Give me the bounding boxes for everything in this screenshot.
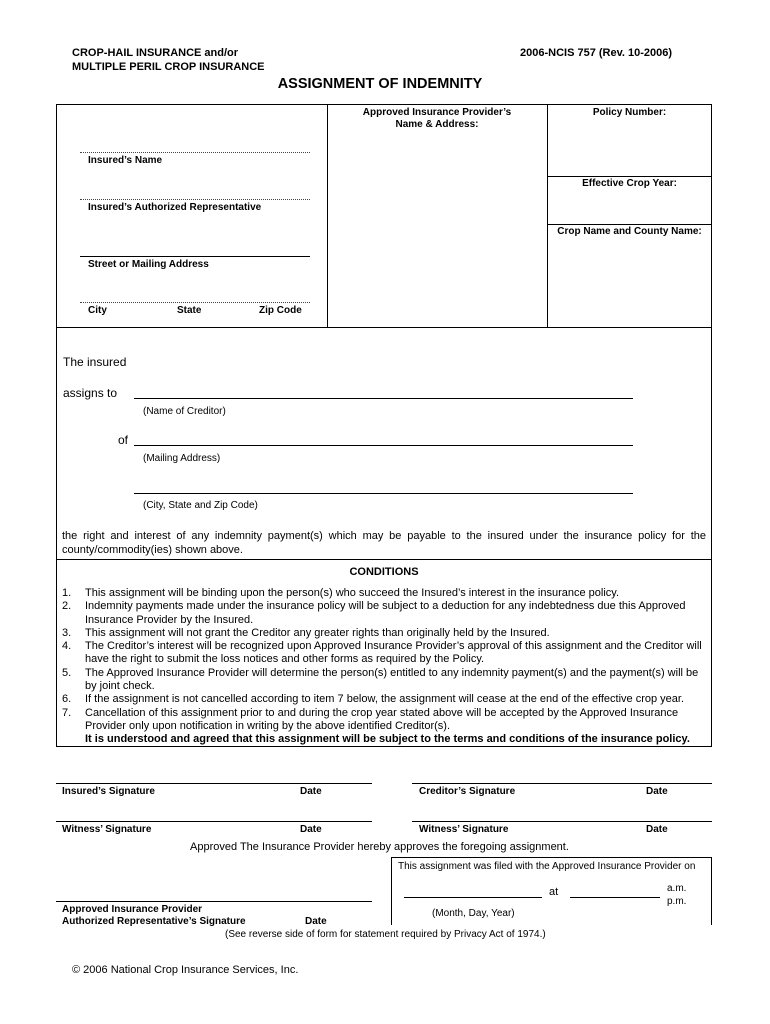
crop-year-rule — [547, 176, 712, 177]
condition-item: 5. The Approved Insurance Provider will determine the person(s) entitled to any indemnity payment(s) and the payment(s) will be by joint check. — [62, 666, 699, 693]
form-number: 2006-NCIS 757 (Rev. 10-2006) — [520, 47, 673, 59]
mailing-address-line[interactable] — [134, 445, 633, 446]
at-text: at — [549, 886, 559, 898]
aip-date-label: Date — [305, 916, 327, 927]
condition-item: 2. Indemnity payments made under the insurance policy will be subject to a deduction for any indebtedness due this Approved Insurance Provider by the Insured. — [62, 600, 686, 626]
witness-date-label-2: Date — [646, 824, 668, 835]
crop-county-label: Crop Name and County Name: — [557, 226, 702, 237]
filed-date-line[interactable] — [404, 897, 542, 898]
creditor-date-label: Date — [646, 786, 668, 797]
condition-item: 7. Cancellation of this assignment prior to and during the crop year stated above will be accepted by the Approved Insurance Provider only upon notification in writing by the above identified Creditor(s). — [62, 706, 679, 732]
creditor-name-caption: (Name of Creditor) — [143, 406, 226, 417]
mailing-address-caption: (Mailing Address) — [143, 453, 221, 464]
insured-rep-line[interactable] — [80, 199, 310, 200]
aip-signature-label-1: Approved Insurance Provider — [62, 904, 203, 915]
filed-time-line[interactable] — [570, 897, 660, 898]
privacy-note: (See reverse side of form for statement required by Privacy Act of 1974.) — [225, 929, 546, 940]
program-line-2: MULTIPLE PERIL CROP INSURANCE — [72, 61, 265, 73]
condition-item: 6. If the assignment is not cancelled according to item 7 below, the assignment will cease at the end of the effective crop year. — [62, 693, 685, 706]
witness-date-label-1: Date — [300, 824, 322, 835]
aip-name-address-label: Approved Insurance Provider’s Name & Address: — [362, 107, 512, 130]
month-day-year-caption: (Month, Day, Year) — [432, 908, 515, 919]
insured-signature-line[interactable] — [56, 783, 372, 784]
closing-statement: It is understood and agreed that this assignment will be subject to the terms and conditions of the insurance policy. — [85, 733, 690, 746]
street-line[interactable] — [80, 256, 310, 257]
filed-statement: This assignment was filed with the Approved Insurance Provider on — [398, 861, 696, 872]
condition-item: 3. This assignment will not grant the Creditor any greater rights than originally held by the Insured. — [62, 626, 550, 639]
top-box-divider-2 — [547, 104, 548, 328]
city-state-zip-caption: (City, State and Zip Code) — [143, 500, 258, 511]
conditions-heading: CONDITIONS — [349, 566, 419, 578]
crop-county-rule — [547, 224, 712, 225]
top-box-divider-1 — [327, 104, 328, 328]
state-label: State — [177, 305, 202, 316]
interest-text: the right and interest of any indemnity payment(s) which may be payable to the insured under the insurance policy for the county/commodity(ies) shown above. — [62, 530, 706, 556]
conditions-list — [62, 587, 710, 747]
creditor-name-line[interactable] — [134, 398, 633, 399]
insured-signature-label: Insured’s Signature — [62, 786, 155, 797]
insured-text: The insured — [63, 355, 127, 369]
conditions-rule — [56, 559, 712, 560]
condition-item: 1. This assignment will be binding upon the person(s) who succeed the Insured’s interest in the insurance policy. — [62, 587, 619, 599]
witness-signature-label-2: Witness’ Signature — [419, 824, 509, 835]
pm-label: p.m. — [667, 896, 687, 907]
witness-signature-line-1[interactable] — [56, 821, 372, 822]
assigns-to-text: assigns to — [63, 386, 118, 400]
top-box — [56, 104, 712, 328]
aip-signature-line[interactable] — [56, 901, 372, 902]
program-line-1: CROP-HAIL INSURANCE and/or — [72, 47, 239, 59]
creditor-signature-label: Creditor’s Signature — [419, 786, 516, 797]
of-text: of — [118, 433, 129, 447]
street-label: Street or Mailing Address — [88, 259, 209, 270]
city-state-zip-line[interactable] — [80, 302, 310, 303]
copyright: © 2006 National Crop Insurance Services, Inc. — [72, 964, 299, 976]
approval-statement: Approved The Insurance Provider hereby approves the foregoing assignment. — [190, 841, 569, 853]
city-label: City — [88, 305, 107, 316]
condition-item: 4. The Creditor’s interest will be recognized upon Approved Insurance Provider’s approval of this assignment and the Creditor will have the right to submit the loss notices and other forms as required by the Policy. — [62, 640, 702, 666]
aip-signature-label-2: Authorized Representative’s Signature — [62, 916, 246, 927]
creditor-signature-line[interactable] — [412, 783, 712, 784]
witness-signature-line-2[interactable] — [412, 821, 712, 822]
insured-name-label: Insured’s Name — [88, 155, 163, 166]
insured-date-label: Date — [300, 786, 322, 797]
form-title: ASSIGNMENT OF INDEMNITY — [277, 76, 483, 92]
am-label: a.m. — [667, 883, 687, 894]
city-state-zip-creditor-line[interactable] — [134, 493, 633, 494]
policy-number-label: Policy Number: — [592, 107, 667, 118]
zip-label: Zip Code — [259, 305, 302, 316]
crop-year-label: Effective Crop Year: — [582, 178, 677, 189]
insured-name-line[interactable] — [80, 152, 310, 153]
witness-signature-label-1: Witness’ Signature — [62, 824, 152, 835]
insured-rep-label: Insured’s Authorized Representative — [88, 202, 262, 213]
